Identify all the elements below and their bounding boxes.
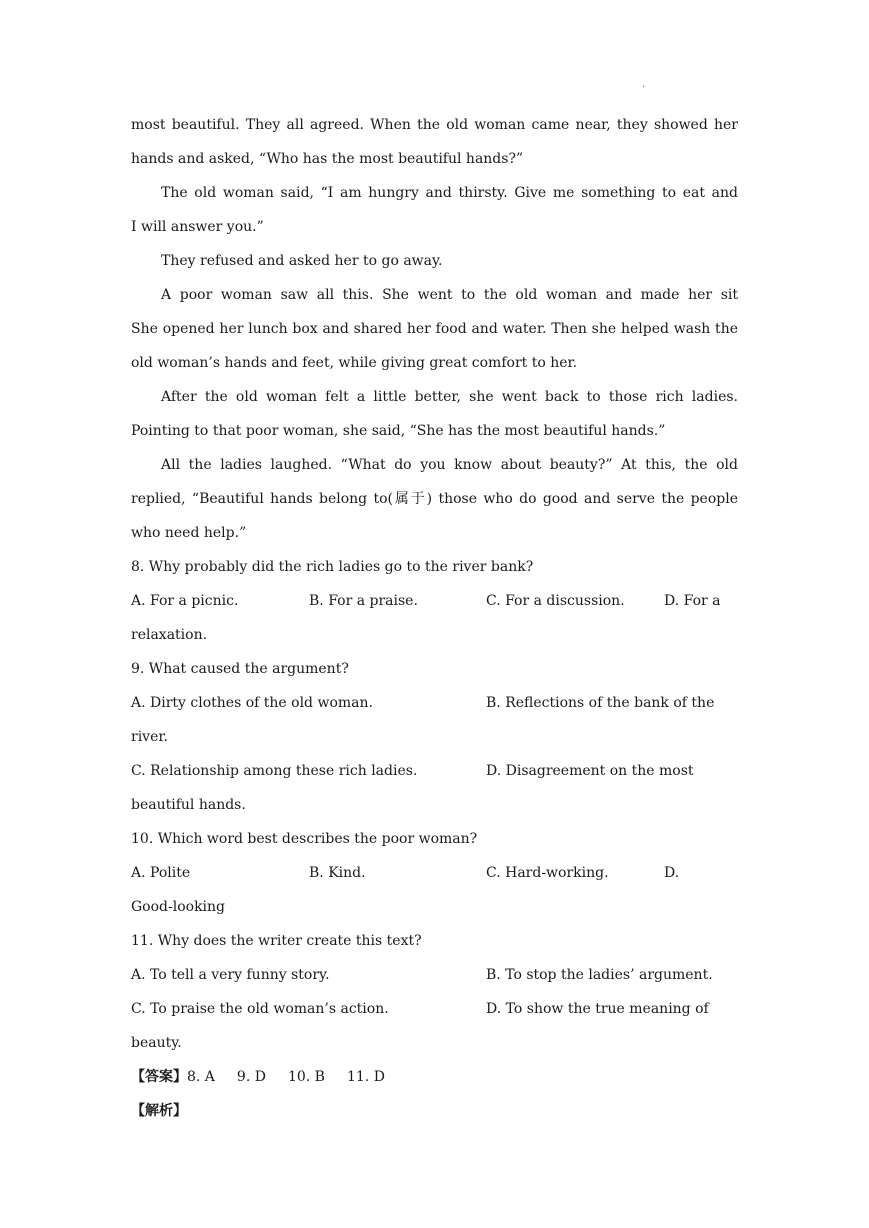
answer-option: A. To tell a very funny story.	[131, 967, 330, 983]
answer-option: A. Dirty clothes of the old woman.	[131, 695, 373, 711]
passage-line: A poor woman saw all this. She went to the old woman and made her sit	[161, 287, 738, 303]
passage-line: After the old woman felt a little better, she went back to those rich ladies.	[161, 389, 738, 405]
question-stem: 9. What caused the argument?	[131, 661, 349, 677]
option-continuation: beauty.	[131, 1035, 182, 1051]
answer-option: B. Reflections of the bank of the	[486, 695, 715, 711]
answer-label: 【答案】	[131, 1069, 187, 1085]
answer-item: 8. A	[187, 1069, 215, 1085]
passage-line: old woman’s hands and feet, while giving great comfort to her.	[131, 355, 578, 371]
option-continuation: relaxation.	[131, 627, 208, 643]
question-list	[131, 550, 738, 1060]
answer-item: 10. B	[287, 1069, 325, 1085]
option-row	[131, 686, 738, 720]
header-mark: ·	[642, 82, 646, 93]
analysis-label: 【解析】	[131, 1103, 187, 1119]
answer-option: D. Disagreement on the most	[486, 763, 694, 779]
question-stem: 11. Why does the writer create this text?	[131, 933, 422, 949]
option-continuation: beautiful hands.	[131, 797, 246, 813]
answer-option: A. Polite	[131, 865, 191, 881]
option-row	[131, 754, 738, 788]
passage-line: Pointing to that poor woman, she said, “She has the most beautiful hands.”	[131, 423, 666, 439]
answer-option: A. For a picnic.	[131, 593, 239, 609]
answer-option: B. For a praise.	[309, 593, 418, 609]
passage-line: replied, “Beautiful hands belong to(属于) those who do good and serve the people	[131, 491, 738, 507]
passage-line: The old woman said, “I am hungry and thirsty. Give me something to eat and	[161, 185, 738, 201]
option-continuation: river.	[131, 729, 168, 745]
answer-option: C. Hard-working.	[486, 865, 609, 881]
option-row	[131, 856, 738, 890]
question-block	[131, 550, 738, 652]
question-block	[131, 652, 738, 822]
answer-line	[131, 1060, 738, 1094]
option-row	[131, 584, 738, 618]
answer-option: D.	[664, 865, 680, 881]
passage-line: All the ladies laughed. “What do you know about beauty?” At this, the old	[161, 457, 738, 473]
question-stem: 10. Which word best describes the poor woman?	[131, 831, 478, 847]
passage-line: who need help.”	[131, 525, 247, 541]
answer-item: 9. D	[236, 1069, 266, 1085]
answer-option: B. Kind.	[309, 865, 366, 881]
document-page	[131, 108, 738, 1128]
question-block	[131, 822, 738, 924]
answer-item: 11. D	[346, 1069, 385, 1085]
option-row	[131, 958, 738, 992]
passage-line: I will answer you.”	[131, 219, 264, 235]
answer-option: C. For a discussion.	[486, 593, 625, 609]
option-row	[131, 992, 738, 1026]
answer-option: D. For a	[664, 593, 721, 609]
question-block	[131, 924, 738, 1060]
passage-line: They refused and asked her to go away.	[161, 253, 443, 269]
option-continuation: Good-looking	[131, 899, 226, 915]
passage-line: most beautiful. They all agreed. When the old woman came near, they showed her	[131, 117, 738, 133]
passage-line: hands and asked, “Who has the most beautiful hands?”	[131, 151, 524, 167]
answer-items	[187, 1069, 407, 1085]
passage-line: She opened her lunch box and shared her food and water. Then she helped wash the	[131, 321, 738, 337]
reading-passage	[131, 108, 738, 550]
answer-option: D. To show the true meaning of	[486, 1001, 709, 1017]
question-stem: 8. Why probably did the rich ladies go to the river bank?	[131, 559, 534, 575]
answer-option: C. Relationship among these rich ladies.	[131, 763, 418, 779]
answer-option: C. To praise the old woman’s action.	[131, 1001, 389, 1017]
answer-option: B. To stop the ladies’ argument.	[486, 967, 713, 983]
